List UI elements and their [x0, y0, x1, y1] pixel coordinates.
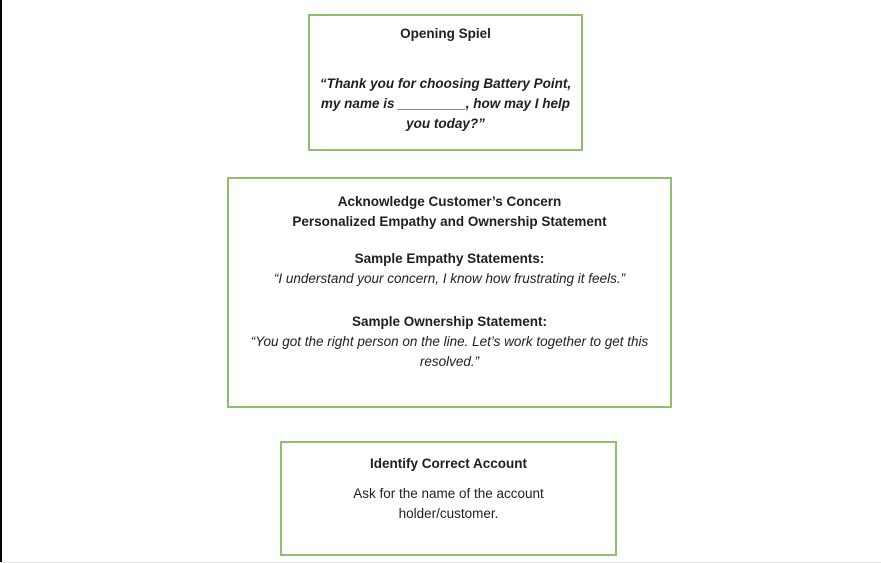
- empathy-section: [229, 249, 670, 289]
- quote-line: my name is _________, how may I help: [320, 96, 571, 111]
- ownership-section: [229, 312, 670, 372]
- step-subtitle: Personalized Empathy and Ownership Statement: [292, 214, 607, 229]
- quote-line: “You got the right person on the line. Let’s work together to get this: [250, 334, 649, 349]
- quote-line: you today?”: [406, 116, 485, 131]
- page-left-border-line: [0, 0, 2, 563]
- step-title: Acknowledge Customer’s Concern: [337, 194, 562, 209]
- body-line: Ask for the name of the account: [353, 486, 544, 501]
- identify-account-instructions: [282, 484, 615, 524]
- quote-line: “I understand your concern, I know how frustrating it feels.”: [273, 271, 626, 286]
- flow-step-acknowledge-concern: [227, 177, 672, 408]
- section-heading: Sample Ownership Statement:: [351, 314, 548, 329]
- step-title: Opening Spiel: [400, 26, 491, 41]
- opening-spiel-quote: [310, 74, 581, 134]
- body-line: holder/customer.: [398, 506, 499, 521]
- flow-step-identify-account: [280, 441, 617, 556]
- flow-step-opening-spiel: [308, 14, 583, 151]
- quote-line: resolved.”: [419, 354, 480, 369]
- step-title: Identify Correct Account: [369, 456, 528, 471]
- quote-line: “Thank you for choosing Battery Point,: [319, 76, 572, 91]
- section-heading: Sample Empathy Statements:: [354, 251, 545, 266]
